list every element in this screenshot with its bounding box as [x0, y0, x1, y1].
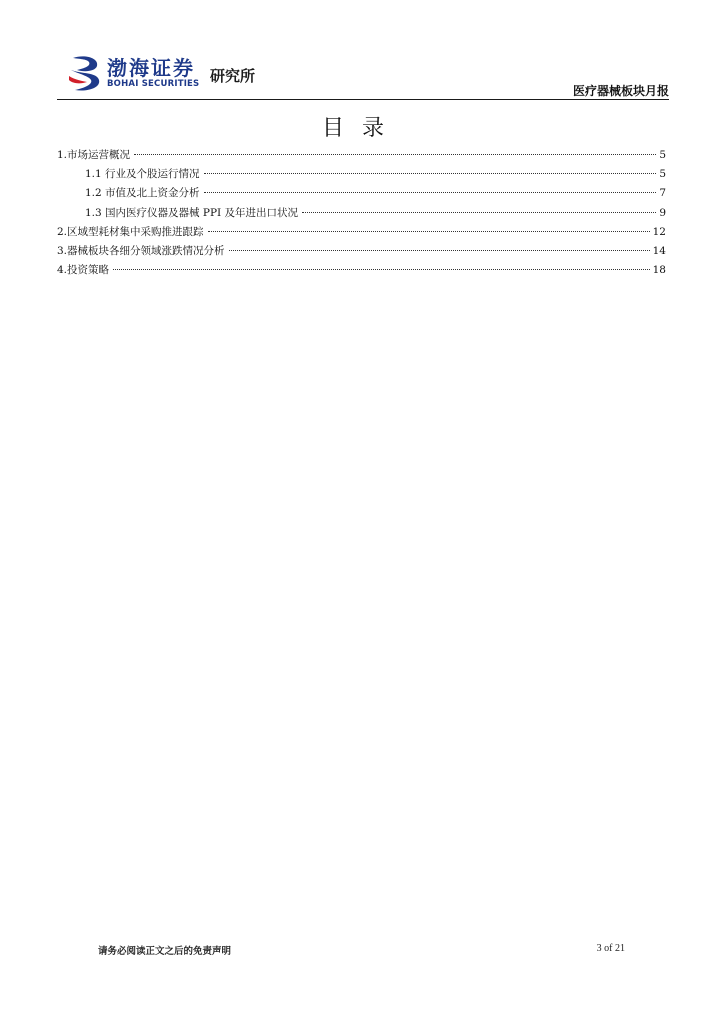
toc-entry-page: 14 [652, 244, 666, 257]
toc-leader-dots [204, 192, 657, 193]
toc-entry-label: 1.2 市值及北上资金分析 [85, 187, 200, 200]
toc-entry-label: 1.市场运营概况 [57, 149, 131, 161]
table-of-contents [57, 146, 666, 280]
toc-entry-page: 7 [659, 187, 666, 200]
toc-entry[interactable] [57, 242, 666, 261]
company-logo [67, 52, 267, 96]
toc-entry-label: 3.器械板块各细分领域涨跌情况分析 [57, 244, 225, 257]
toc-title: 目录 [321, 116, 402, 141]
toc-entry[interactable] [57, 165, 666, 184]
report-title: 医疗器械板块月报 [572, 84, 669, 98]
toc-entry[interactable] [57, 261, 666, 280]
logo-english-name: BOHAI SECURITIES [107, 79, 200, 89]
institute-label: 研究所 [210, 67, 256, 85]
toc-entry-label: 1.3 国内医疗仪器及器械 PPI 及年进出口状况 [85, 206, 298, 219]
page-header [57, 50, 669, 100]
toc-entry[interactable] [57, 184, 666, 203]
toc-entry[interactable] [57, 223, 666, 242]
toc-leader-dots [229, 250, 650, 251]
toc-entry-label: 1.1 行业及个股运行情况 [85, 168, 200, 181]
toc-entry-page: 12 [652, 225, 666, 238]
toc-leader-dots [302, 212, 656, 213]
toc-leader-dots [208, 231, 650, 232]
toc-leader-dots [134, 154, 656, 155]
toc-leader-dots [113, 269, 650, 270]
toc-entry-page: 18 [652, 264, 666, 277]
toc-entry-page: 5 [659, 149, 666, 161]
toc-entry-label: 4.投资策略 [57, 264, 110, 277]
bohai-logo-icon [67, 54, 103, 92]
footer-disclaimer: 请务必阅读正文之后的免责声明 [98, 946, 232, 957]
toc-entry[interactable] [57, 204, 666, 223]
toc-entry-page: 5 [659, 168, 666, 181]
toc-entry-label: 2.区域型耗材集中采购推进跟踪 [57, 225, 204, 238]
toc-entry-page: 9 [659, 206, 666, 219]
toc-entry[interactable] [57, 146, 666, 165]
toc-leader-dots [204, 173, 657, 174]
logo-chinese-name: 渤海证券 [107, 56, 195, 80]
header-divider [57, 99, 669, 100]
footer-page-number: 3 of 21 [596, 943, 625, 954]
